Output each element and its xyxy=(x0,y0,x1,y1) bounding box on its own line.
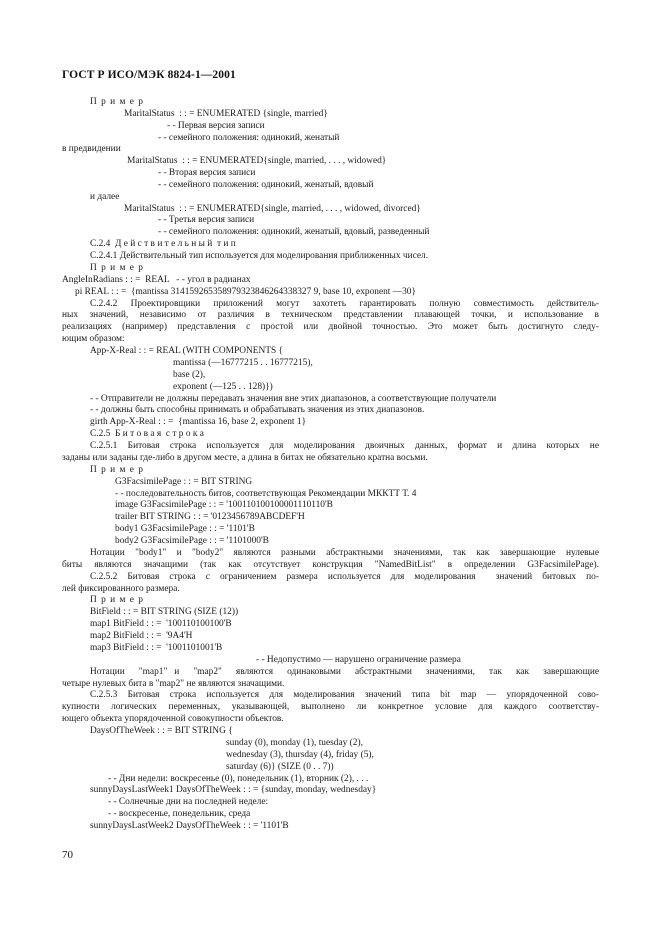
code-comment: - - Первая версия записи xyxy=(167,121,265,131)
code-comment: - - семейного положения: одинокий, женатый xyxy=(158,133,340,143)
page-number: 70 xyxy=(62,849,73,861)
text-line: С.2.5.1 Битовая строка используется для моделирования двоичных данных, формат и длина которых не xyxy=(90,441,599,451)
text-line: С.2.5.3 Битовая строка используется для моделирования значений типа bit map — упорядоченной сово- xyxy=(90,690,599,700)
code-line: girth App-X-Real : : = {mantissa 16, base 2, exponent 1} xyxy=(90,417,307,427)
code-line: MaritalStatus : : = ENUMERATED{single, married, . . . , widowed, divorced} xyxy=(124,204,421,214)
text-line: биты являются значащими (так как отсутствует конструкция "NamedBitList" в определении G3FacsimilePage). xyxy=(62,560,599,570)
code-comment: - - Отправители не должны передавать значения вне этих диапазонов, а соответствующие получатели xyxy=(90,394,497,404)
text-line: ющим образом: xyxy=(62,334,125,344)
code-line: exponent (—125 . . 128)}) xyxy=(173,382,273,392)
code-comment: - - последовательность битов, соответствующая Рекомендации МККТТ Т. 4 xyxy=(115,489,417,499)
example-heading: П р и м е р xyxy=(90,263,144,273)
text-line: С.2.4.1 Действительный тип используется для моделирования приближенных чисел. xyxy=(90,251,429,261)
text-line: в предвидении xyxy=(62,144,121,154)
text-line: С.2.5.2 Битовая строка с ограничением размера используется для моделирования значений битовых по- xyxy=(90,572,599,582)
code-line: G3FacsimilePage : : = BIT STRING xyxy=(115,477,253,487)
example-heading: П р и м е р xyxy=(90,97,144,107)
text-line: и далее xyxy=(90,192,120,202)
code-comment: - - воскресенье, понедельник, среда xyxy=(108,809,251,819)
text-line: Нотации "map1" и "map2" являются одинаковыми абстрактными значениями, так как завершающие xyxy=(90,667,599,677)
code-comment: - - Вторая версия записи xyxy=(158,168,256,178)
text-line: ных значений, независимо от различия в техническом представлении плавающей точки, и использование в xyxy=(62,310,599,320)
code-line: mantissa (—16777215 . . 16777215), xyxy=(173,358,313,368)
section-heading: С.2.5 Б и т о в а я с т р о к а xyxy=(90,429,204,439)
code-line: sunday (0), monday (1), tuesday (2), xyxy=(226,738,363,748)
code-line: image G3FacsimilePage : : = '100110100100001110110'B xyxy=(115,500,333,510)
code-comment: - - Третья версия записи xyxy=(158,215,255,225)
code-line: map3 BitField : : = '1001101001'B xyxy=(90,643,223,653)
page-header: ГОСТ Р ИСО/МЭК 8824-1—2001 xyxy=(62,69,236,81)
code-line: trailer BIT STRING : : = '0123456789ABCDEF'H xyxy=(115,512,305,522)
code-line: map1 BitField : : = '100110100100'B xyxy=(90,619,232,629)
text-line: купности логических переменных, указывающей, выполнено ли конкретное условие для каждого соответству- xyxy=(62,702,599,712)
code-line: MaritalStatus : : = ENUMERATED{single, married, . . . , widowed} xyxy=(127,156,387,166)
code-line: body2 G3FacsimilePage : : = '1101000'B xyxy=(115,536,269,546)
text-line: реализациях (например) представления с простой или двойной точностью. Это может быть достигнуто следу- xyxy=(62,322,599,332)
code-comment: - - семейного положения: одинокий, женатый, вдовый, разведенный xyxy=(158,227,430,237)
text-line: С.2.4.2 Проектировщики приложений могут захотеть гарантировать полную совместимость действитель- xyxy=(90,299,599,309)
example-heading: П р и м е р xyxy=(90,465,144,475)
text-line: лей фиксированного размера. xyxy=(62,584,180,594)
code-line: AngleInRadians : : = REAL - - угол в радианах xyxy=(62,275,251,285)
text-line: ющего объекта упорядоченной совокупности объектов. xyxy=(62,714,284,724)
code-line: saturday (6)} (SIZE (0 . . 7)) xyxy=(226,762,334,772)
code-comment: - - Дни недели: воскресенье (0), понедельник (1), вторник (2), . . . xyxy=(108,774,369,784)
code-line: map2 BitField : : = '9A4'H xyxy=(90,631,193,641)
code-line: DaysOfTheWeek : : = BIT STRING { xyxy=(90,726,233,736)
example-heading: П р и м е р xyxy=(90,595,144,605)
code-comment: - - Недопустимо — нарушено ограничение размера xyxy=(256,655,461,665)
code-comment: - - должны быть способны принимать и обрабатывать значения из этих диапазонов. xyxy=(90,405,425,415)
code-line: base (2), xyxy=(173,370,206,380)
text-line: Нотации "body1" и "body2" являются разными абстрактными значениями, так как завершающие нулевые xyxy=(90,548,599,558)
text-line: четыре нулевых бита в "map2" не являются значащими. xyxy=(62,679,285,689)
code-comment: - - Солнечные дни на последней неделе: xyxy=(108,797,269,807)
code-line: MaritalStatus : : = ENUMERATED {single, married} xyxy=(124,109,328,119)
code-line: sunnyDaysLastWeek1 DaysOfTheWeek : : = {sunday, monday, wednesday} xyxy=(90,785,377,795)
code-line: sunnyDaysLastWeek2 DaysOfTheWeek : : = '1101'B xyxy=(90,821,289,831)
code-comment: - - семейного положения: одинокий, женатый, вдовый xyxy=(158,180,374,190)
section-heading: С.2.4 Д е й с т в и т е л ь н ы й т и п xyxy=(90,239,236,249)
code-line: pi REAL : : = {mantissa 314159265358979323846264338327 9, base 10, exponent —30} xyxy=(75,287,416,297)
code-line: App-X-Real : : = REAL (WITH COMPONENTS { xyxy=(90,346,284,356)
code-line: BitField : : = BIT STRING (SIZE (12)) xyxy=(90,607,239,617)
code-line: body1 G3FacsimilePage : : = '1101'B xyxy=(115,524,255,534)
code-line: wednesday (3), thursday (4), friday (5), xyxy=(226,750,374,760)
text-line: заданы или заданы где-либо в другом месте, а длина в битах не обязательно кратна восьми. xyxy=(62,453,428,463)
